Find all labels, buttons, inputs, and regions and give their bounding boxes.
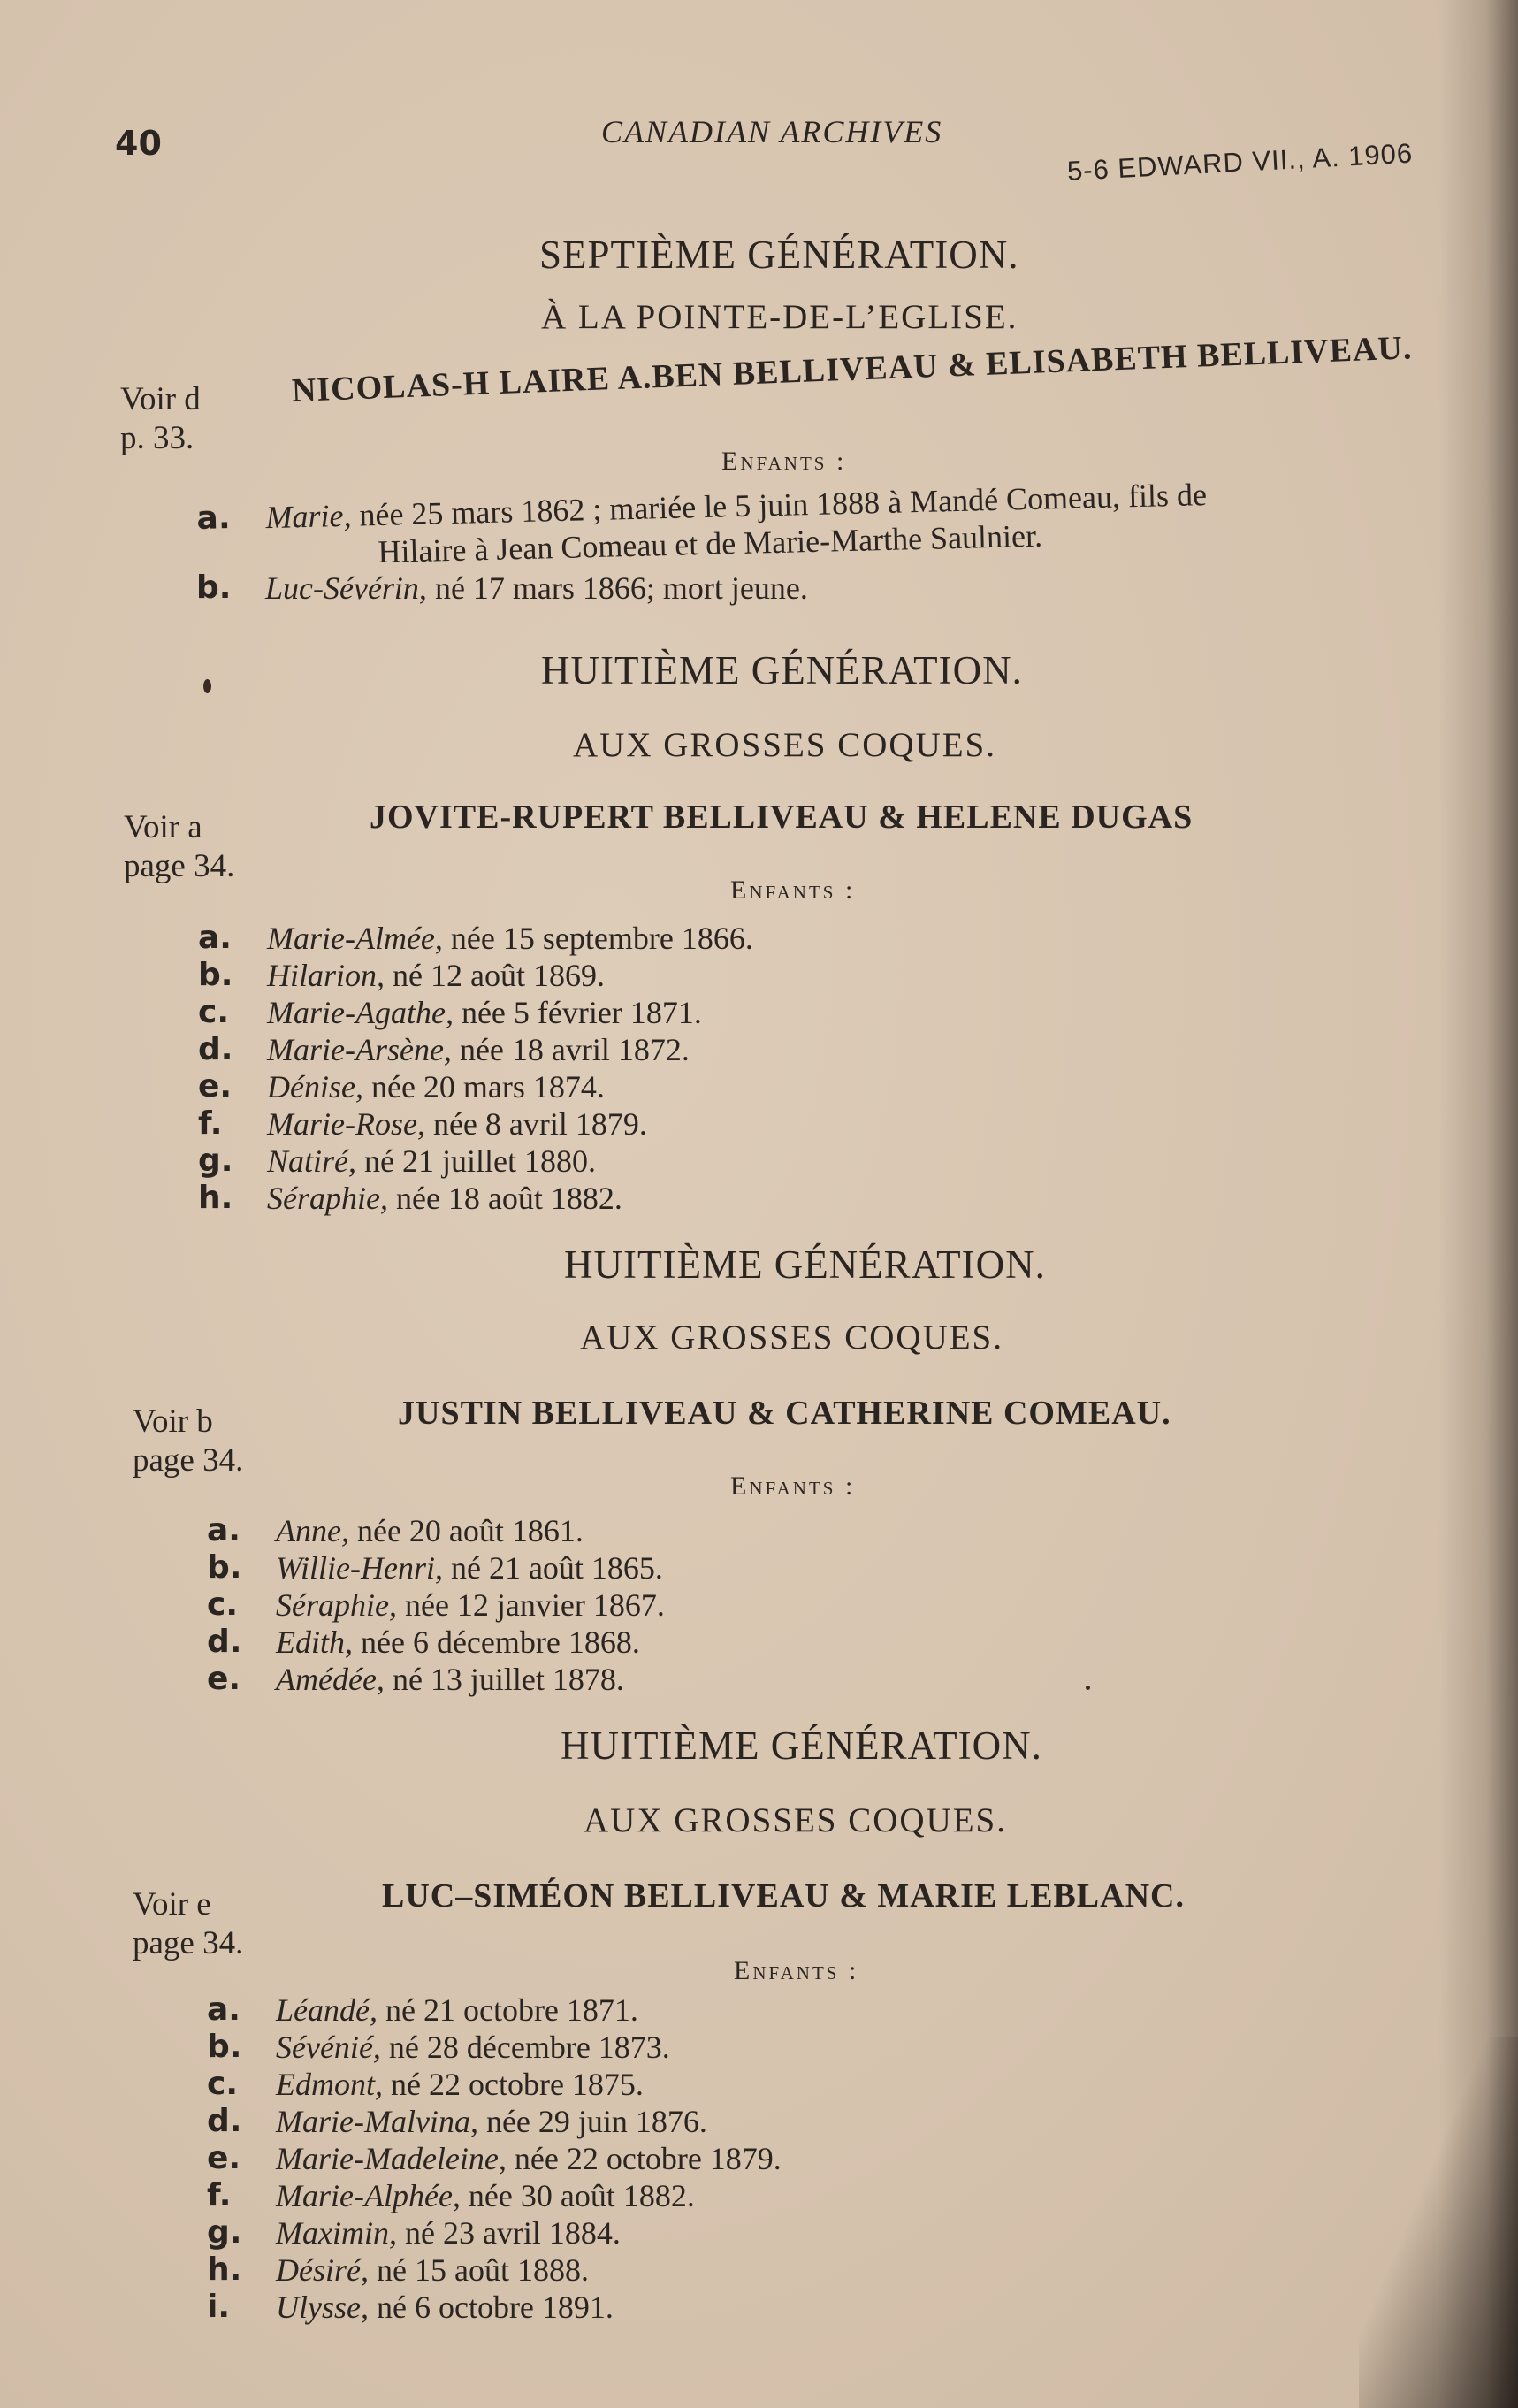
cross-reference-page: page 34. [133,1442,244,1479]
list-item [207,2214,1179,2251]
child-name: Ulysse, [276,2290,369,2325]
children-label: Enfants : [721,447,847,476]
child-name: Willie-Henri, [276,1550,443,1586]
running-head: CANADIAN ARCHIVES [601,114,943,149]
list-item [198,994,1082,1031]
item-text [265,570,808,607]
child-details: né 23 avril 1884. [396,2215,621,2251]
child-name: Maximin, [276,2215,397,2251]
item-letter: a. [198,920,232,956]
list-item [207,2140,1179,2177]
child-name: Léandé, [276,1992,378,2028]
item-letter: b. [207,1549,242,1586]
list-item [207,1991,1179,2029]
child-name: Séraphie, [276,1587,397,1623]
child-name: Marie-Alphée, [276,2178,461,2213]
item-text [267,1105,647,1143]
child-name: Luc-Sévérin, [265,570,427,606]
place-heading: À LA POINTE-DE-L’EGLISE. [541,298,1018,336]
item-text [276,2066,644,2103]
child-name: Hilarion, [267,958,385,993]
item-letter: e. [207,1661,241,1697]
generation-heading: SEPTIÈME GÉNÉRATION. [539,233,1019,277]
item-letter: a. [207,1512,240,1548]
cross-reference-line: Voir d [120,381,201,417]
child-name: Anne, [276,1513,349,1548]
list-item [198,1180,1082,1217]
list-item [207,1624,1091,1661]
item-letter: c. [207,1586,239,1623]
child-name: Sévénié, [276,2030,381,2065]
item-text [276,2140,782,2177]
item-letter: f. [207,2177,232,2213]
child-name: Marie-Malvina, [276,2104,478,2139]
child-details: né 15 août 1888. [368,2252,589,2288]
item-letter: h. [198,1180,233,1216]
item-text [267,994,702,1031]
item-letter: b. [198,957,233,993]
list-item [198,1031,1082,1068]
couple-heading: JOVITE-RUPERT BELLIVEAU & HELENE DUGAS [370,799,1194,836]
child-details: né 21 août 1865. [442,1550,663,1586]
couple-heading: JUSTIN BELLIVEAU & CATHERINE COMEAU. [398,1395,1171,1432]
place-heading: AUX GROSSES COQUES. [584,1801,1007,1839]
item-letter: b. [196,570,232,606]
children-label: Enfants : [730,875,856,905]
item-text [267,957,605,994]
child-details: née 20 août 1861. [348,1513,584,1548]
children-list [198,920,1082,1220]
child-details: née 15 septembre 1866. [442,921,753,956]
list-item [207,2103,1179,2140]
child-details: né 21 juillet 1880. [356,1143,596,1179]
item-letter: d. [207,1624,242,1660]
child-name: Désiré, [276,2252,369,2288]
cross-reference [124,808,234,886]
item-letter: e. [198,1068,233,1105]
item-continuation: Hilaire à Jean Comeau et de Marie-Marthe Saulnier. [377,517,1043,570]
children-list [207,1991,1179,2336]
child-details: né 22 octobre 1875. [383,2067,644,2102]
item-text [276,2177,695,2214]
child-details: née 20 mars 1874. [362,1069,605,1105]
cross-reference-line: Voir a [124,809,202,845]
ink-speck [203,679,211,693]
child-name: Marie-Arsène, [267,1032,452,1067]
item-letter: f. [198,1105,223,1142]
item-letter: h. [207,2251,242,2288]
children-label: Enfants : [730,1472,856,1501]
child-name: Edmont, [276,2067,383,2102]
list-item [207,2066,1179,2103]
child-name: Dénise, [267,1069,363,1105]
child-name: Natiré, [267,1143,357,1179]
page-number: 40 [115,124,162,163]
child-details: née 18 août 1882. [387,1181,622,1216]
item-text [267,1031,690,1068]
item-letter: d. [207,2103,242,2139]
child-details: née 22 octobre 1879. [506,2141,782,2176]
item-text [267,1068,605,1105]
item-text [276,1991,638,2029]
item-letter: d. [198,1031,233,1067]
generation-heading: HUITIÈME GÉNÉRATION. [541,648,1023,692]
list-item [207,2029,1179,2066]
child-details: née 25 mars 1862 ; mariée le 5 juin 1888 à Mandé Comeau, fils de [350,477,1208,533]
child-details: né 17 mars 1866; mort jeune. [426,570,808,606]
session-label: 5-6 EDWARD VII., A. 1906 [1066,137,1414,187]
child-name: Edith, [276,1624,353,1660]
child-details: née 18 avril 1872. [451,1032,690,1067]
child-name: Amédée, [276,1662,385,1697]
list-item [198,1105,1082,1143]
list-item [207,1586,1091,1624]
item-text [276,2214,621,2251]
item-letter: a. [207,1991,240,2028]
list-item [207,2177,1179,2214]
item-letter: b. [207,2029,242,2065]
child-details: né 28 décembre 1873. [380,2030,670,2065]
corner-shadow [1359,2037,1518,2408]
list-item [196,570,1169,608]
child-details: née 6 décembre 1868. [353,1624,640,1660]
item-text [267,1180,622,1217]
child-details: née 5 février 1871. [453,995,702,1030]
child-name: Marie, [265,497,352,536]
child-name: Marie-Agathe, [267,995,454,1030]
generation-heading: HUITIÈME GÉNÉRATION. [561,1724,1042,1768]
item-text [267,920,753,957]
generation-heading: HUITIÈME GÉNÉRATION. [564,1242,1046,1287]
ink-speck [1086,1686,1090,1690]
cross-reference [120,380,201,458]
item-text [276,1624,640,1661]
list-item [198,920,1082,957]
item-letter: g. [207,2214,242,2251]
item-letter: a. [196,500,231,537]
cross-reference-line: Voir e [133,1886,211,1923]
item-text [276,2103,707,2140]
item-text [276,1512,584,1549]
item-text [267,1143,596,1180]
place-heading: AUX GROSSES COQUES. [580,1319,1003,1357]
child-details: née 30 août 1882. [460,2178,695,2213]
list-item [207,1549,1091,1586]
child-details: né 13 juillet 1878. [384,1662,624,1697]
child-details: née 29 juin 1876. [477,2104,707,2139]
item-letter: c. [207,2066,239,2102]
list-item [207,2251,1179,2289]
child-name: Marie-Almée, [267,921,443,956]
item-letter: i. [207,2289,231,2325]
item-letter: c. [198,994,230,1030]
item-text [276,2029,670,2066]
couple-heading: NICOLAS-H LAIRE A.BEN BELLIVEAU & ELISABETH BELLIVEAU. [291,329,1414,409]
list-item [198,957,1082,994]
couple-heading: LUC–SIMÉON BELLIVEAU & MARIE LEBLANC. [382,1877,1185,1915]
item-text [276,1661,624,1698]
child-details: née 12 janvier 1867. [396,1587,665,1623]
cross-reference-line: Voir b [133,1403,213,1440]
child-details: née 8 avril 1879. [424,1106,647,1142]
item-letter: e. [207,2140,241,2176]
child-name: Marie-Rose, [267,1106,425,1142]
list-item [198,1068,1082,1105]
item-text [276,1586,665,1624]
child-details: né 12 août 1869. [385,958,605,993]
list-item [207,1512,1091,1549]
cross-reference-page: p. 33. [120,420,195,456]
child-details: né 21 octobre 1871. [377,1992,638,2028]
children-label: Enfants : [734,1956,859,1985]
list-item [207,1661,1091,1698]
cross-reference-page: page 34. [124,848,235,884]
cross-reference [133,1885,243,1963]
cross-reference-page: page 34. [133,1925,244,1961]
child-details: né 6 octobre 1891. [368,2290,614,2325]
item-letter: g. [198,1143,233,1179]
list-item [207,2289,1179,2326]
child-name: Marie-Madeleine, [276,2141,507,2176]
children-list [207,1512,1091,1707]
item-text [276,2289,614,2326]
cross-reference [133,1403,243,1480]
item-text [276,1549,663,1586]
item-text [276,2251,589,2289]
place-heading: AUX GROSSES COQUES. [573,726,996,764]
list-item [198,1143,1082,1180]
child-name: Séraphie, [267,1181,388,1216]
